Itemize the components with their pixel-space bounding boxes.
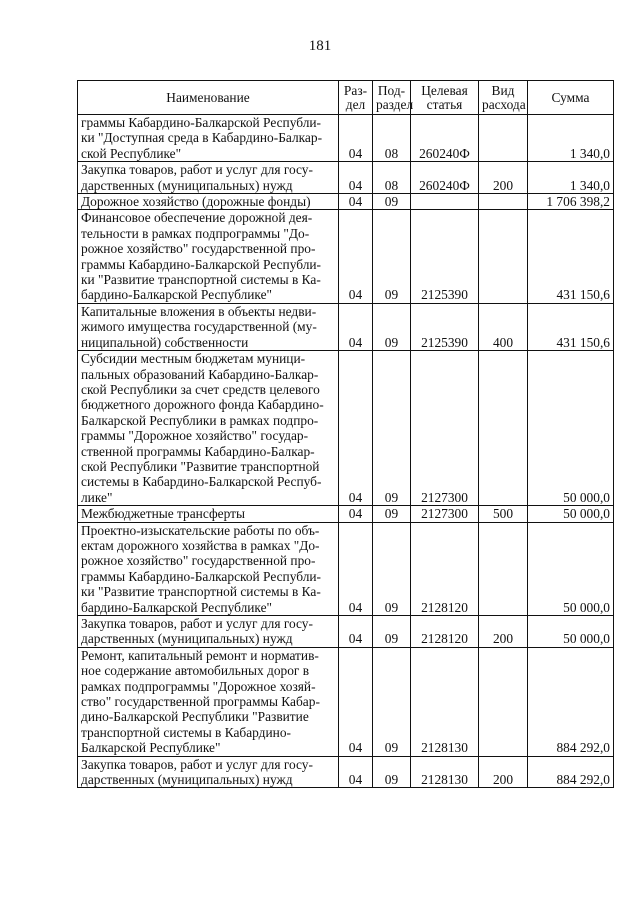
cell-kind: 200 [479, 616, 528, 648]
cell-sum: 1 340,0 [528, 115, 614, 162]
cell-section: 04 [339, 506, 373, 522]
cell-kind [479, 351, 528, 506]
table-row [78, 647, 614, 756]
cell-sum: 50 000,0 [528, 522, 614, 615]
budget-table [77, 80, 614, 788]
cell-name: граммы Кабардино-Балкарской Республи- ки "Доступная среда в Кабардино-Балкар- ской Республике" [78, 115, 339, 162]
cell-subsection: 09 [373, 210, 411, 303]
cell-name: Ремонт, капитальный ремонт и норматив- ное содержание автомобильных дорог в рамках подпрограммы "Дорожное хозяй- ство" государственной программы Кабар- дино-Балкарской Республики "Развитие транспортной системы в Кабардино- Балкарской Республике" [78, 647, 339, 756]
cell-subsection: 09 [373, 647, 411, 756]
cell-kind [479, 115, 528, 162]
table-row [78, 303, 614, 350]
cell-section: 04 [339, 522, 373, 615]
cell-target: 260240Ф [411, 115, 479, 162]
cell-name: Субсидии местным бюджетам муници- пальных образований Кабардино-Балкар- ской Республики за счет средств целевого бюджетного дорожного фонда Кабардино- Балкарской Республики в рамках подпро- граммы "Дорожное хозяйство" государ- ственной программы Кабардино-Балкар- ской Республики "Развитие транспортной системы в Кабардино-Балкарской Респуб- лике" [78, 351, 339, 506]
header-sum: Сумма [528, 81, 614, 115]
cell-section: 04 [339, 115, 373, 162]
cell-target: 2128120 [411, 522, 479, 615]
cell-sum: 50 000,0 [528, 351, 614, 506]
table-row [78, 522, 614, 615]
header-target: Целевая статья [411, 81, 479, 115]
cell-target [411, 194, 479, 210]
cell-section: 04 [339, 351, 373, 506]
table-row [78, 115, 614, 162]
cell-target: 2125390 [411, 303, 479, 350]
cell-section: 04 [339, 647, 373, 756]
cell-target: 2128130 [411, 647, 479, 756]
cell-name: Межбюджетные трансферты [78, 506, 339, 522]
cell-kind: 200 [479, 756, 528, 788]
cell-sum: 884 292,0 [528, 756, 614, 788]
cell-sum: 431 150,6 [528, 303, 614, 350]
cell-section: 04 [339, 162, 373, 194]
cell-sum: 1 706 398,2 [528, 194, 614, 210]
cell-name: Проектно-изыскательские работы по объ- ектам дорожного хозяйства в рамках "До- рожное хозяйство" государственной про- граммы Кабардино-Балкарской Республи- ки "Развитие транспортной системы в Ка- бардино-Балкарской Республике" [78, 522, 339, 615]
cell-name: Финансовое обеспечение дорожной дея- тельности в рамках подпрограммы "До- рожное хозяйство" государственной про- граммы Кабардино-Балкарской Республи- ки "Развитие транспортной системы в Ка- бардино-Балкарской Республике" [78, 210, 339, 303]
cell-target: 2127300 [411, 506, 479, 522]
table-row [78, 756, 614, 788]
page-number: 181 [308, 38, 332, 54]
header-kind: Вид расхода [479, 81, 528, 115]
cell-kind [479, 647, 528, 756]
cell-sum: 884 292,0 [528, 647, 614, 756]
cell-subsection: 09 [373, 303, 411, 350]
cell-name: Закупка товаров, работ и услуг для госу- дарственных (муниципальных) нужд [78, 616, 339, 648]
table-row [78, 616, 614, 648]
header-name: Наименование [78, 81, 339, 115]
cell-kind [479, 210, 528, 303]
cell-section: 04 [339, 194, 373, 210]
cell-target: 2125390 [411, 210, 479, 303]
cell-name: Закупка товаров, работ и услуг для госу- дарственных (муниципальных) нужд [78, 162, 339, 194]
cell-section: 04 [339, 756, 373, 788]
table-row [78, 162, 614, 194]
cell-subsection: 09 [373, 616, 411, 648]
cell-subsection: 09 [373, 194, 411, 210]
cell-subsection: 09 [373, 351, 411, 506]
cell-section: 04 [339, 303, 373, 350]
cell-name: Капитальные вложения в объекты недви- жимого имущества государственной (му- ниципальной) собственности [78, 303, 339, 350]
table-row [78, 194, 614, 210]
header-section: Раз- дел [339, 81, 373, 115]
cell-sum: 50 000,0 [528, 506, 614, 522]
cell-subsection: 08 [373, 115, 411, 162]
cell-subsection: 09 [373, 506, 411, 522]
cell-target: 2127300 [411, 351, 479, 506]
table-body [78, 115, 614, 788]
cell-kind [479, 194, 528, 210]
table-row [78, 351, 614, 506]
table-header-row [78, 81, 614, 115]
cell-kind [479, 522, 528, 615]
table-row [78, 210, 614, 303]
cell-target: 260240Ф [411, 162, 479, 194]
cell-sum: 431 150,6 [528, 210, 614, 303]
cell-sum: 1 340,0 [528, 162, 614, 194]
header-subsection: Под- раздел [373, 81, 411, 115]
cell-subsection: 08 [373, 162, 411, 194]
cell-sum: 50 000,0 [528, 616, 614, 648]
cell-kind: 400 [479, 303, 528, 350]
cell-kind: 500 [479, 506, 528, 522]
cell-kind: 200 [479, 162, 528, 194]
cell-section: 04 [339, 210, 373, 303]
cell-section: 04 [339, 616, 373, 648]
cell-name: Закупка товаров, работ и услуг для госу- дарственных (муниципальных) нужд [78, 756, 339, 788]
cell-target: 2128130 [411, 756, 479, 788]
cell-subsection: 09 [373, 522, 411, 615]
cell-subsection: 09 [373, 756, 411, 788]
cell-target: 2128120 [411, 616, 479, 648]
table-row [78, 506, 614, 522]
cell-name: Дорожное хозяйство (дорожные фонды) [78, 194, 339, 210]
